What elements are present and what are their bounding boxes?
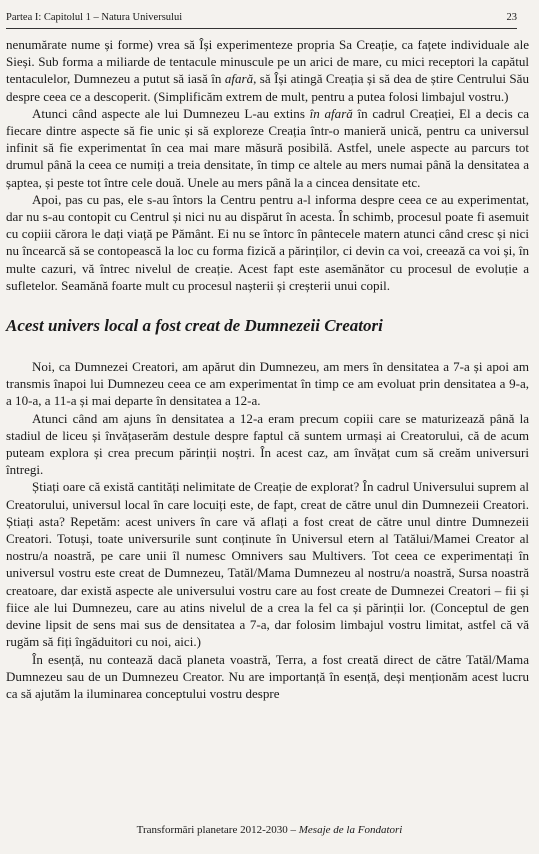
paragraph-5: Atunci când am ajuns în densitatea a 12-a eram precum copiii care se maturizează până la stadiul de liceu și învățaserăm destule despre faptul că suntem urmași ai Creatorului, că de acum puteam explora și crea precum părinții noștri. În acest caz, am învățat cum să creăm universuri întregi. xyxy=(6,410,529,478)
footer-book-title: Transformări planetare 2012-2030 – xyxy=(136,824,299,836)
header-chapter-title: Partea I: Capitolul 1 – Natura Universului xyxy=(6,12,183,23)
running-footer xyxy=(0,824,539,836)
emphasis: afară xyxy=(224,71,254,87)
footer-subtitle: Mesaje de la Fondatori xyxy=(298,824,403,836)
header-page-number: 23 xyxy=(506,12,517,23)
paragraph-1: nenumărate nume și forme) vrea să Își experimenteze propria Sa Creație, ca fațete individuale ale Sieși. Sub forma a miliarde de tentacule minuscule pe un arici de mare, cu mici receptori la capătul tentaculelor, Dumnezeu a putut să iasă în afară, să Își atingă Creația și să dea de știre Centrului Său despre ceea ce a descoperit. (Simplificăm extrem de mult, pentru a putea folosi limbajul vostru.) xyxy=(6,37,529,104)
paragraph-7: În esență, nu contează dacă planeta voastră, Terra, a fost creată direct de către Tatăl/Mama Dumnezeu sau de un Dumnezeu Creator. Nu are importanță în esență, deși menționăm acest lucru ca să ajutăm la iluminarea conceptului vostru despre xyxy=(6,651,529,701)
header-rule xyxy=(6,28,517,29)
paragraph-2: Atunci când aspecte ale lui Dumnezeu L-au extins în afară în cadrul Creației, El a decis ca fiecare dintre aspecte să fie unic și să exploreze Creația într-o manieră unică, pentru ca universul infinit să fie experimentat în cea mai mare măsură posibilă. Astfel, unele aspecte au parcurs tot drumul până la ceea ce numiți a treia densitate, în timp ce altele au mers numai până la densitatea a șaptea, și peste tot între cele două. Unele au mers până la a cincea densitate etc. xyxy=(6,105,529,190)
emphasis: în afară xyxy=(309,105,353,121)
page-body xyxy=(6,36,529,702)
section-heading: Acest univers local a fost creat de Dumnezeii Creatori xyxy=(6,316,383,336)
paragraph-6: Știați oare că există cantități nelimitate de Creație de explorat? În cadrul Universului suprem al Creatorului, universul local în care locuiți este, de fapt, creat de către unul din Dumnezeii Creatori. Știați asta? Repetăm: acest univers în care vă aflați a fost creat de către unul dintre Dumnezeii Creatori. Totuși, toate universurile sunt conținute în Universul etern al Tatălui/Mamei Creator al nostru/a noastră, pe care unii îl numesc Omnivers sau Multivers. Tot ceea ce experimentați în universul vostru este creat de Dumnezeu, Tatăl/Mama Dumnezeu al nostru/a noastră, Sursa noastră creatoare, dar există aspecte ale universului vostru care au fost create de Dumnezei Creatori – fii și fiice ale lui Dumnezeu, care au atins nivelul de a crea la fel ca și părinții lor. (Conceptul de gen devine lipsit de sens mai sus de densitatea a 7-a, dar folosim limbajul vostru limitat, astfel că vă rugăm să fiți îngăduitori cu noi, aici.) xyxy=(6,479,529,650)
paragraph-3: Apoi, pas cu pas, ele s-au întors la Centru pentru a-l informa despre ceea ce au experimentat, dar nu s-au contopit cu Centrul și nici nu au dispărut în acesta. În schimb, procesul poate fi asemuit cu copiii cărora le dați viață pe Pământ. Ei nu se întorc în pântecele matern atunci când cresc și nici nu încearcă să se contopească la loc cu forma fizică a părinților, ci devin ca voi, creează ca voi și, în multe cazuri, vă întrec nivelul de creație. Acest fapt este asemănător cu procesul de evoluție a sufletelor. Seamănă foarte mult cu procesul nașterii și creșterii unui copil. xyxy=(6,191,529,293)
running-header xyxy=(6,12,517,23)
paragraph-4: Noi, ca Dumnezei Creatori, am apărut din Dumnezeu, am mers în densitatea a 7-a și apoi am transmis înapoi lui Dumnezeu ceea ce am experimentat în timp ce am evoluat prin densitatea a 9-a, a 10-a, a 11-a și mai departe în densitatea a 12-a. xyxy=(6,359,529,409)
